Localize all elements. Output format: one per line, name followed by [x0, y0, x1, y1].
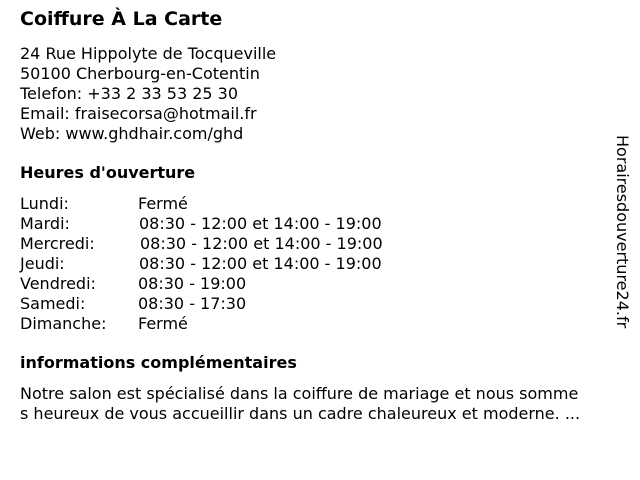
address-street: 24 Rue Hippolyte de Tocqueville — [20, 44, 277, 63]
hours-table — [20, 194, 440, 334]
hours-row-mardi — [20, 214, 440, 234]
email-line: Email: fraisecorsa@hotmail.fr — [20, 104, 257, 123]
hours-day: Vendredi: — [20, 274, 96, 293]
hours-heading: Heures d'ouverture — [20, 163, 196, 182]
hours-time: 08:30 - 19:00 — [138, 274, 247, 293]
hours-row-mercredi — [20, 234, 440, 254]
hours-time: 08:30 - 12:00 et 14:00 - 19:00 — [139, 254, 382, 273]
description-line: Notre salon est spécialisé dans la coiffure de mariage et nous somme — [20, 384, 579, 403]
hours-day: Lundi: — [20, 194, 69, 213]
hours-day: Mercredi: — [20, 234, 95, 253]
description-text — [20, 384, 580, 424]
hours-time: 08:30 - 12:00 et 14:00 - 19:00 — [140, 234, 383, 253]
hours-row-dimanche — [20, 314, 440, 334]
hours-day: Jeudi: — [20, 254, 65, 273]
site-watermark — [612, 135, 632, 345]
info-heading: informations complémentaires — [20, 353, 297, 372]
contact-block — [20, 44, 276, 144]
business-name: Coiffure À La Carte — [20, 8, 223, 30]
hours-time: Fermé — [138, 194, 188, 213]
hours-row-lundi — [20, 194, 440, 214]
hours-row-jeudi — [20, 254, 440, 274]
hours-row-vendredi — [20, 274, 440, 294]
phone-line: Telefon: +33 2 33 53 25 30 — [20, 84, 239, 103]
hours-row-samedi — [20, 294, 440, 314]
hours-time: 08:30 - 17:30 — [138, 294, 247, 313]
description-line: s heureux de vous accueillir dans un cadre chaleureux et moderne. ... — [20, 404, 581, 423]
hours-day: Samedi: — [20, 294, 86, 313]
hours-day: Mardi: — [20, 214, 70, 233]
web-line: Web: www.ghdhair.com/ghd — [20, 124, 244, 143]
hours-day: Dimanche: — [20, 314, 107, 333]
hours-time: Fermé — [138, 314, 188, 333]
hours-time: 08:30 - 12:00 et 14:00 - 19:00 — [139, 214, 382, 233]
address-city: 50100 Cherbourg-en-Cotentin — [20, 64, 260, 83]
watermark-text: Horairesdouverture24.fr — [613, 135, 632, 329]
